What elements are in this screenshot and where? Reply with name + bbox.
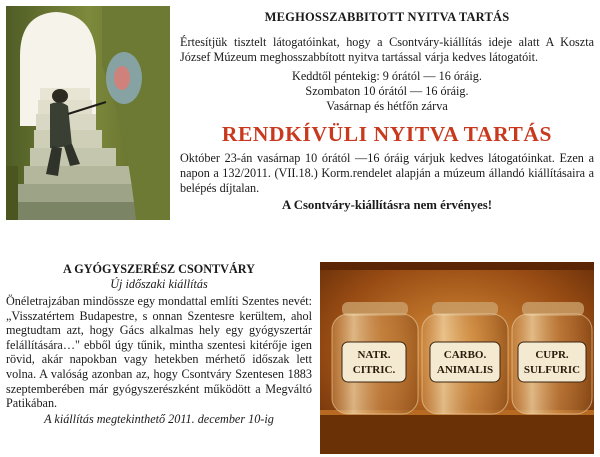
jar-natr-citric xyxy=(332,302,418,414)
exhibition-article xyxy=(6,262,312,427)
jar-cupr-sulfuric xyxy=(512,302,592,414)
jar-1-label-line2: CITRIC. xyxy=(352,364,396,376)
notice-intro: Értesítjük tisztelt látogatóinkat, hogy a Csontváry-kiállítás ideje alatt A Koszta József Múzeum meghosszabbított nyitva tartással várja kedves látogatóit. xyxy=(180,35,594,64)
hours-saturday: Szombaton 10 órától — 16 óráig. xyxy=(305,84,469,98)
jar-2-label-line1: CARBO. xyxy=(443,349,487,361)
pharmacy-jars-photo xyxy=(320,262,594,454)
opening-hours-notice xyxy=(180,6,594,213)
opening-hours-list xyxy=(180,69,594,114)
jar-3-label-line1: CUPR. xyxy=(535,349,569,361)
jars-illustration xyxy=(320,262,594,454)
notice-title: MEGHOSSZABBITOTT NYITVA TARTÁS xyxy=(264,10,510,24)
painting-illustration xyxy=(6,6,170,220)
jar-3-label-line2: SULFURIC xyxy=(523,364,581,376)
special-hours-body: Október 23-án vasárnap 10 órától —16 óráig várjuk kedves látogatóinkat. Ezen a napon a 132/2011. (VII.18.) Korm.rendelet alapján a múzeum állandó kiállításaira a belépés díjtalan. xyxy=(180,151,594,195)
article-body: Önéletrajzában mindössze egy mondattal említi Szentes nevét: „Visszatértem Budapestre, s onnan Szentesre kerültem, ahol megtudtam azt, hogy Gács alkalmas hely egy gyógyszertár felállítására…" ebből úgy tűnik, mintha szentesi kitérője igen rövid, akár napokban vagy hetekben mérhető időszak lett volna. A valóság azonban az, hogy Csontváry Szentesen 1883 szeptemberében már gyógyszerészként működött a Megváltó Patikában. xyxy=(6,294,312,411)
jar-carbo-animalis xyxy=(422,302,508,414)
hours-weekdays: Keddtől péntekig: 9 órától — 16 óráig. xyxy=(292,69,482,83)
article-title: A GYÓGYSZERÉSZ CSONTVÁRY xyxy=(63,262,255,276)
article-subtitle: Új időszaki kiállítás xyxy=(110,277,208,291)
jar-2-label-line2: ANIMALIS xyxy=(436,364,494,376)
special-hours-note: A Csontváry-kiállításra nem érvényes! xyxy=(281,198,493,212)
hours-closed: Vasárnap és hétfőn zárva xyxy=(326,99,448,113)
article-footer: A kiállítás megtekinthető 2011. december 10-ig xyxy=(44,411,274,426)
special-hours-title: RENDKÍVÜLI NYITVA TARTÁS xyxy=(221,122,553,146)
painting-image xyxy=(6,6,170,220)
jar-1-label-line1: NATR. xyxy=(357,349,391,361)
